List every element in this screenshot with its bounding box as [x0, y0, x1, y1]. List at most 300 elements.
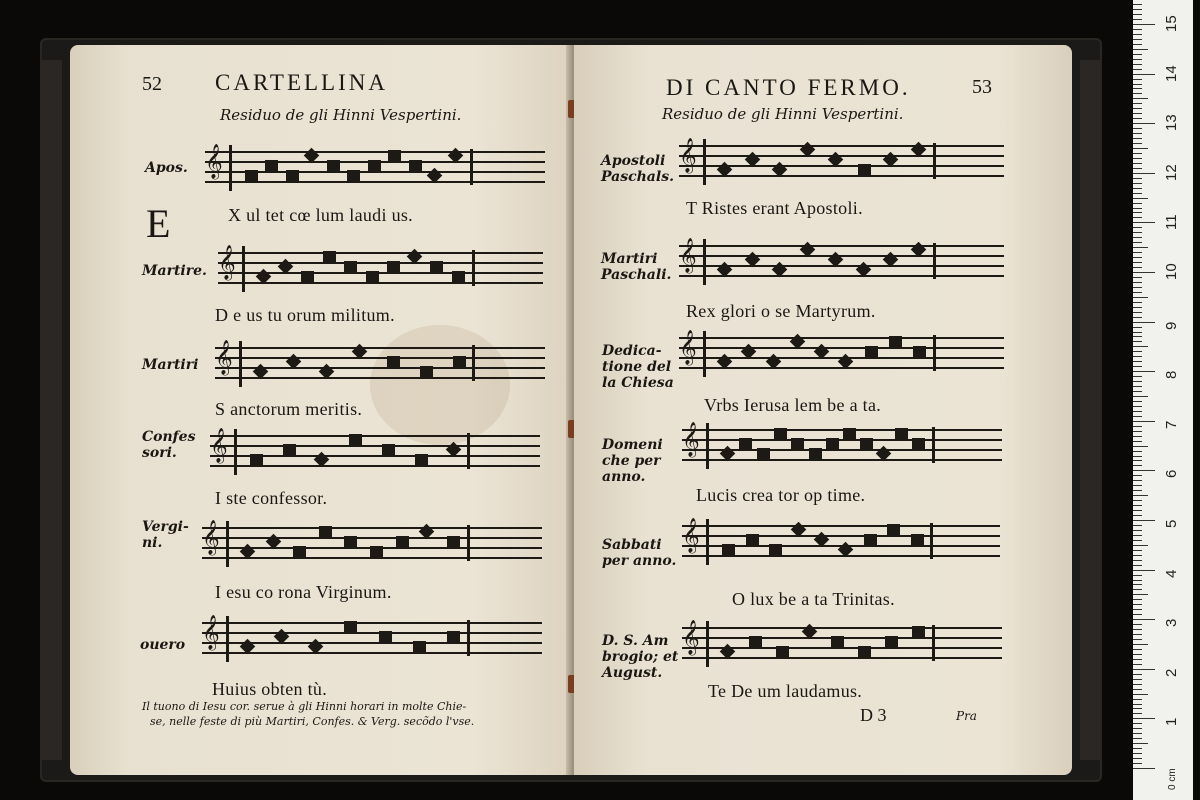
staff-bar-line — [933, 143, 936, 179]
ruler-tick — [1133, 401, 1142, 402]
ruler-number: 4 — [1163, 569, 1180, 578]
staff-line — [215, 347, 545, 349]
square-note — [347, 170, 360, 183]
ruler-tick — [1133, 188, 1142, 189]
ruler-tick — [1133, 713, 1142, 714]
square-note — [245, 170, 258, 183]
ruler-tick — [1133, 480, 1142, 481]
ruler-tick — [1133, 684, 1142, 685]
ruler-number: 13 — [1163, 114, 1180, 132]
ruler-tick — [1133, 252, 1142, 253]
staff-line — [679, 367, 1004, 369]
square-note — [396, 536, 409, 549]
ruler-tick — [1133, 173, 1155, 174]
square-note — [327, 160, 340, 173]
lyric-line: Te De um laudamus. — [708, 681, 863, 701]
staff-line — [679, 337, 1004, 339]
ruler-tick — [1133, 79, 1142, 80]
staff-line — [202, 632, 542, 634]
staff-line — [202, 622, 542, 624]
square-note — [379, 631, 392, 644]
ruler-tick — [1133, 495, 1148, 496]
ruler-tick — [1133, 272, 1155, 273]
ruler-tick — [1133, 39, 1142, 40]
music-staff — [679, 233, 1004, 293]
ruler-number: 9 — [1163, 321, 1180, 330]
running-head: CARTELLINA — [215, 70, 388, 95]
square-note — [409, 160, 422, 173]
ruler-tick — [1133, 34, 1142, 35]
staff-label: Martiri Paschali. — [601, 251, 672, 283]
staff-bar-line — [467, 620, 470, 656]
staff-line — [679, 347, 1004, 349]
lyric-line: I esu co rona Virginum. — [215, 582, 392, 602]
square-note — [858, 646, 871, 659]
ruler-tick — [1133, 322, 1155, 323]
ruler-tick — [1133, 555, 1142, 556]
ruler-tick — [1133, 203, 1142, 204]
ruler-tick — [1133, 247, 1148, 248]
square-note — [911, 534, 924, 547]
staff-line — [218, 252, 543, 254]
ruler-number: 14 — [1163, 64, 1180, 82]
square-note — [769, 544, 782, 557]
ruler-tick — [1133, 753, 1142, 754]
staff-start-bar — [706, 519, 709, 565]
ruler-tick — [1133, 609, 1142, 610]
right-page — [574, 45, 1072, 775]
staff-line — [210, 445, 540, 447]
page-number: 52 — [142, 73, 162, 95]
music-staff — [205, 139, 545, 199]
ruler-tick — [1133, 768, 1155, 769]
ruler-tick — [1133, 84, 1142, 85]
ruler-tick — [1133, 619, 1155, 620]
square-note — [349, 434, 362, 447]
ruler-tick — [1133, 138, 1142, 139]
square-note — [447, 631, 460, 644]
staff-line — [682, 535, 1000, 537]
ruler-tick — [1133, 416, 1142, 417]
music-staff — [682, 513, 1000, 573]
staff-label: Apos. — [145, 160, 188, 176]
square-note — [858, 164, 871, 177]
ruler-number: 10 — [1163, 263, 1180, 280]
subheading: Residuo de gli Hinni Vespertini. — [662, 105, 904, 123]
square-note — [722, 544, 735, 557]
ruler-tick — [1133, 704, 1142, 705]
staff-bar-line — [932, 427, 935, 463]
ruler-tick — [1133, 431, 1142, 432]
square-note — [739, 438, 752, 451]
staff-line — [202, 527, 542, 529]
staff-line — [682, 439, 1002, 441]
ruler-tick — [1133, 148, 1148, 149]
ruler-tick — [1133, 530, 1142, 531]
ruler-tick — [1133, 227, 1142, 228]
ruler-tick — [1133, 560, 1142, 561]
lyric-line: I ste confessor. — [215, 488, 328, 508]
ruler-tick — [1133, 88, 1142, 89]
ruler-tick — [1133, 222, 1155, 223]
square-note — [452, 271, 465, 284]
staff-label: D. S. Am brogio; et August. — [602, 633, 679, 681]
music-staff — [679, 133, 1004, 193]
ruler-tick — [1133, 728, 1142, 729]
square-note — [776, 646, 789, 659]
staff-start-bar — [706, 621, 709, 667]
ruler-number: 15 — [1163, 15, 1180, 32]
staff-line — [202, 652, 542, 654]
lyric-line: X ul tet cœ lum laudi us. — [228, 205, 413, 225]
clef-icon: 𝄞 — [679, 238, 697, 273]
ruler-tick — [1133, 550, 1142, 551]
ruler-tick — [1133, 351, 1142, 352]
ruler-tick — [1133, 128, 1142, 129]
square-note — [387, 356, 400, 369]
ruler-tick — [1133, 441, 1142, 442]
ruler-tick — [1133, 639, 1142, 640]
ruler-tick — [1133, 743, 1148, 744]
square-note — [344, 536, 357, 549]
music-staff — [682, 417, 1002, 477]
ruler-tick — [1133, 54, 1142, 55]
cover-edge-right — [1080, 60, 1100, 760]
ruler-tick — [1133, 143, 1142, 144]
ruler-tick — [1133, 510, 1142, 511]
square-note — [370, 546, 383, 559]
staff-bar-line — [470, 149, 473, 185]
ruler-tick — [1133, 733, 1142, 734]
clef-icon: 𝄞 — [205, 144, 223, 179]
staff-label: Dedica- tione del la Chiesa — [602, 343, 674, 391]
ruler-tick — [1133, 718, 1155, 719]
ruler-tick — [1133, 679, 1142, 680]
page-number: 53 — [972, 76, 992, 98]
ruler-tick — [1133, 465, 1142, 466]
ruler-tick — [1133, 624, 1142, 625]
staff-bar-line — [933, 335, 936, 371]
staff-line — [682, 657, 1002, 659]
staff-start-bar — [242, 246, 245, 292]
square-note — [912, 438, 925, 451]
ruler-tick — [1133, 59, 1142, 60]
lyric-line: Vrbs Ierusa lem be a ta. — [704, 395, 882, 415]
square-note — [283, 444, 296, 457]
square-note — [382, 444, 395, 457]
ruler-tick — [1133, 98, 1148, 99]
staff-line — [679, 275, 1004, 277]
square-note — [757, 448, 770, 461]
staff-bar-line — [932, 625, 935, 661]
ruler-tick — [1133, 644, 1148, 645]
staff-bar-line — [467, 433, 470, 469]
square-note — [885, 636, 898, 649]
staff-start-bar — [703, 239, 706, 285]
ruler-tick — [1133, 133, 1142, 134]
ruler-tick — [1133, 570, 1155, 571]
ruler-tick — [1133, 158, 1142, 159]
ruler-tick — [1133, 217, 1142, 218]
ruler-tick — [1133, 456, 1142, 457]
measurement-ruler — [1133, 0, 1193, 800]
ruler-tick — [1133, 763, 1142, 764]
ruler-tick — [1133, 723, 1142, 724]
staff-line — [218, 262, 543, 264]
ruler-tick — [1133, 674, 1142, 675]
clef-icon: 𝄞 — [202, 615, 220, 650]
ruler-tick — [1133, 168, 1142, 169]
square-note — [860, 438, 873, 451]
ruler-tick — [1133, 654, 1142, 655]
square-note — [387, 261, 400, 274]
ruler-number: 5 — [1163, 519, 1180, 528]
ruler-tick — [1133, 475, 1142, 476]
ruler-tick — [1133, 332, 1142, 333]
ruler-tick — [1133, 406, 1142, 407]
square-note — [413, 641, 426, 654]
staff-start-bar — [703, 139, 706, 185]
square-note — [749, 636, 762, 649]
ruler-tick — [1133, 113, 1142, 114]
square-note — [447, 536, 460, 549]
ruler-tick — [1133, 4, 1142, 5]
signature-mark: D 3 — [860, 705, 887, 725]
ruler-tick — [1133, 183, 1142, 184]
ruler-tick — [1133, 198, 1148, 199]
square-note — [388, 150, 401, 163]
music-staff — [679, 325, 1004, 385]
square-note — [865, 346, 878, 359]
ruler-tick — [1133, 302, 1142, 303]
ruler-tick — [1133, 565, 1142, 566]
ruler-tick — [1133, 386, 1142, 387]
staff-line — [679, 155, 1004, 157]
clef-icon: 𝄞 — [679, 138, 697, 173]
music-staff — [202, 515, 542, 575]
ruler-tick — [1133, 664, 1142, 665]
square-note — [420, 366, 433, 379]
ruler-tick — [1133, 694, 1148, 695]
square-note — [889, 336, 902, 349]
ruler-tick — [1133, 515, 1142, 516]
ruler-tick — [1133, 257, 1142, 258]
staff-line — [218, 282, 543, 284]
square-note — [895, 428, 908, 441]
staff-start-bar — [226, 521, 229, 567]
ruler-tick — [1133, 123, 1155, 124]
square-note — [791, 438, 804, 451]
square-note — [912, 626, 925, 639]
staff-bar-line — [467, 525, 470, 561]
ruler-tick — [1133, 14, 1142, 15]
staff-line — [682, 429, 1002, 431]
ruler-tick — [1133, 307, 1142, 308]
ruler-tick — [1133, 634, 1142, 635]
cover-edge-left — [40, 60, 62, 760]
ruler-tick — [1133, 708, 1142, 709]
ruler-tick — [1133, 297, 1148, 298]
staff-label: Domeni che per anno. — [602, 437, 663, 485]
staff-start-bar — [706, 423, 709, 469]
staff-bar-line — [933, 243, 936, 279]
ruler-tick — [1133, 74, 1155, 75]
ruler-tick — [1133, 460, 1142, 461]
footnote-line: se, nelle feste di più Martiri, Confes. & Verg. secõdo l'vse. — [150, 715, 475, 728]
ruler-tick — [1133, 312, 1142, 313]
square-note — [774, 428, 787, 441]
ruler-tick — [1133, 212, 1142, 213]
left-page — [70, 45, 572, 775]
music-staff — [202, 610, 542, 670]
ruler-number: 11 — [1163, 214, 1180, 231]
ruler-tick — [1133, 193, 1142, 194]
footnote-line: Il tuono di Iesu cor. serue à gli Hinni horari in molte Chie- — [142, 700, 467, 713]
square-note — [368, 160, 381, 173]
square-note — [319, 526, 332, 539]
ruler-tick — [1133, 346, 1148, 347]
ruler-tick — [1133, 421, 1155, 422]
ruler-tick — [1133, 44, 1142, 45]
ruler-tick — [1133, 232, 1142, 233]
ruler-tick — [1133, 649, 1142, 650]
clef-icon: 𝄞 — [682, 620, 700, 655]
ruler-tick — [1133, 748, 1142, 749]
square-note — [864, 534, 877, 547]
lyric-line: Rex glori o se Martyrum. — [686, 301, 876, 321]
staff-line — [210, 435, 540, 437]
square-note — [366, 271, 379, 284]
staff-label: Martire. — [142, 263, 207, 279]
ruler-tick — [1133, 540, 1142, 541]
ruler-tick — [1133, 93, 1142, 94]
clef-icon: 𝄞 — [682, 422, 700, 457]
ruler-tick — [1133, 699, 1142, 700]
ruler-tick — [1133, 341, 1142, 342]
ruler-tick — [1133, 669, 1155, 670]
staff-label: Confes sori. — [142, 429, 196, 461]
staff-start-bar — [703, 331, 706, 377]
ruler-tick — [1133, 356, 1142, 357]
drop-initial: E — [146, 201, 171, 246]
square-note — [746, 534, 759, 547]
ruler-number: 3 — [1163, 618, 1180, 628]
lyric-line: O lux be a ta Trinitas. — [732, 589, 895, 609]
square-note — [415, 454, 428, 467]
ruler-tick — [1133, 426, 1142, 427]
ruler-tick — [1133, 436, 1142, 437]
ruler-tick — [1133, 317, 1142, 318]
square-note — [826, 438, 839, 451]
square-note — [453, 356, 466, 369]
square-note — [250, 454, 263, 467]
running-head: DI CANTO FERMO. — [666, 75, 911, 100]
staff-bar-line — [930, 523, 933, 559]
ruler-tick — [1133, 446, 1148, 447]
ruler-tick — [1133, 505, 1142, 506]
music-staff — [210, 423, 540, 483]
ruler-tick — [1133, 580, 1142, 581]
staff-label: Apostoli Paschals. — [601, 153, 674, 185]
ruler-tick — [1133, 391, 1142, 392]
ruler-tick — [1133, 758, 1142, 759]
lyric-line: S anctorum meritis. — [215, 399, 363, 419]
ruler-tick — [1133, 584, 1142, 585]
square-note — [265, 160, 278, 173]
ruler-tick — [1133, 19, 1142, 20]
clef-icon: 𝄞 — [218, 245, 236, 280]
staff-line — [679, 175, 1004, 177]
clef-icon: 𝄞 — [210, 428, 228, 463]
ruler-tick — [1133, 371, 1155, 372]
ruler-tick — [1133, 327, 1142, 328]
ruler-number: 12 — [1163, 164, 1180, 181]
staff-label: Martiri — [142, 357, 199, 373]
staff-start-bar — [239, 341, 242, 387]
music-staff — [682, 615, 1002, 675]
ruler-tick — [1133, 604, 1142, 605]
clef-icon: 𝄞 — [202, 520, 220, 555]
staff-line — [682, 459, 1002, 461]
ruler-tick — [1133, 594, 1148, 595]
ruler-tick — [1133, 103, 1142, 104]
staff-label: ouero — [140, 637, 186, 653]
ruler-tick — [1133, 237, 1142, 238]
square-note — [913, 346, 926, 359]
staff-line — [215, 357, 545, 359]
ruler-tick — [1133, 336, 1142, 337]
staff-bar-line — [472, 345, 475, 381]
ruler-tick — [1133, 292, 1142, 293]
music-staff — [215, 335, 545, 395]
ruler-number: 8 — [1163, 370, 1180, 380]
square-note — [344, 261, 357, 274]
square-note — [843, 428, 856, 441]
ruler-tick — [1133, 163, 1142, 164]
lyric-line: D e us tu orum militum. — [215, 305, 395, 325]
ruler-unit: 0 cm — [1167, 768, 1178, 790]
ruler-tick — [1133, 376, 1142, 377]
staff-line — [215, 377, 545, 379]
ruler-tick — [1133, 485, 1142, 486]
ruler-tick — [1133, 287, 1142, 288]
ruler-tick — [1133, 9, 1142, 10]
ruler-tick — [1133, 629, 1142, 630]
ruler-tick — [1133, 277, 1142, 278]
ruler-tick — [1133, 49, 1148, 50]
ruler-tick — [1133, 599, 1142, 600]
ruler-tick — [1133, 525, 1142, 526]
lyric-line: Lucis crea tor op time. — [696, 485, 866, 505]
staff-line — [682, 525, 1000, 527]
staff-start-bar — [226, 616, 229, 662]
square-note — [344, 621, 357, 634]
clef-icon: 𝄞 — [215, 340, 233, 375]
ruler-tick — [1133, 589, 1142, 590]
staff-line — [682, 627, 1002, 629]
ruler-tick — [1133, 153, 1142, 154]
ruler-tick — [1133, 500, 1142, 501]
staff-bar-line — [472, 250, 475, 286]
clef-icon: 𝄞 — [682, 518, 700, 553]
music-staff — [218, 240, 543, 300]
ruler-tick — [1133, 614, 1142, 615]
ruler-tick — [1133, 242, 1142, 243]
staff-label: Vergi- ni. — [142, 519, 189, 551]
ruler-tick — [1133, 64, 1142, 65]
ruler-tick — [1133, 535, 1142, 536]
ruler-number: 2 — [1163, 668, 1180, 677]
